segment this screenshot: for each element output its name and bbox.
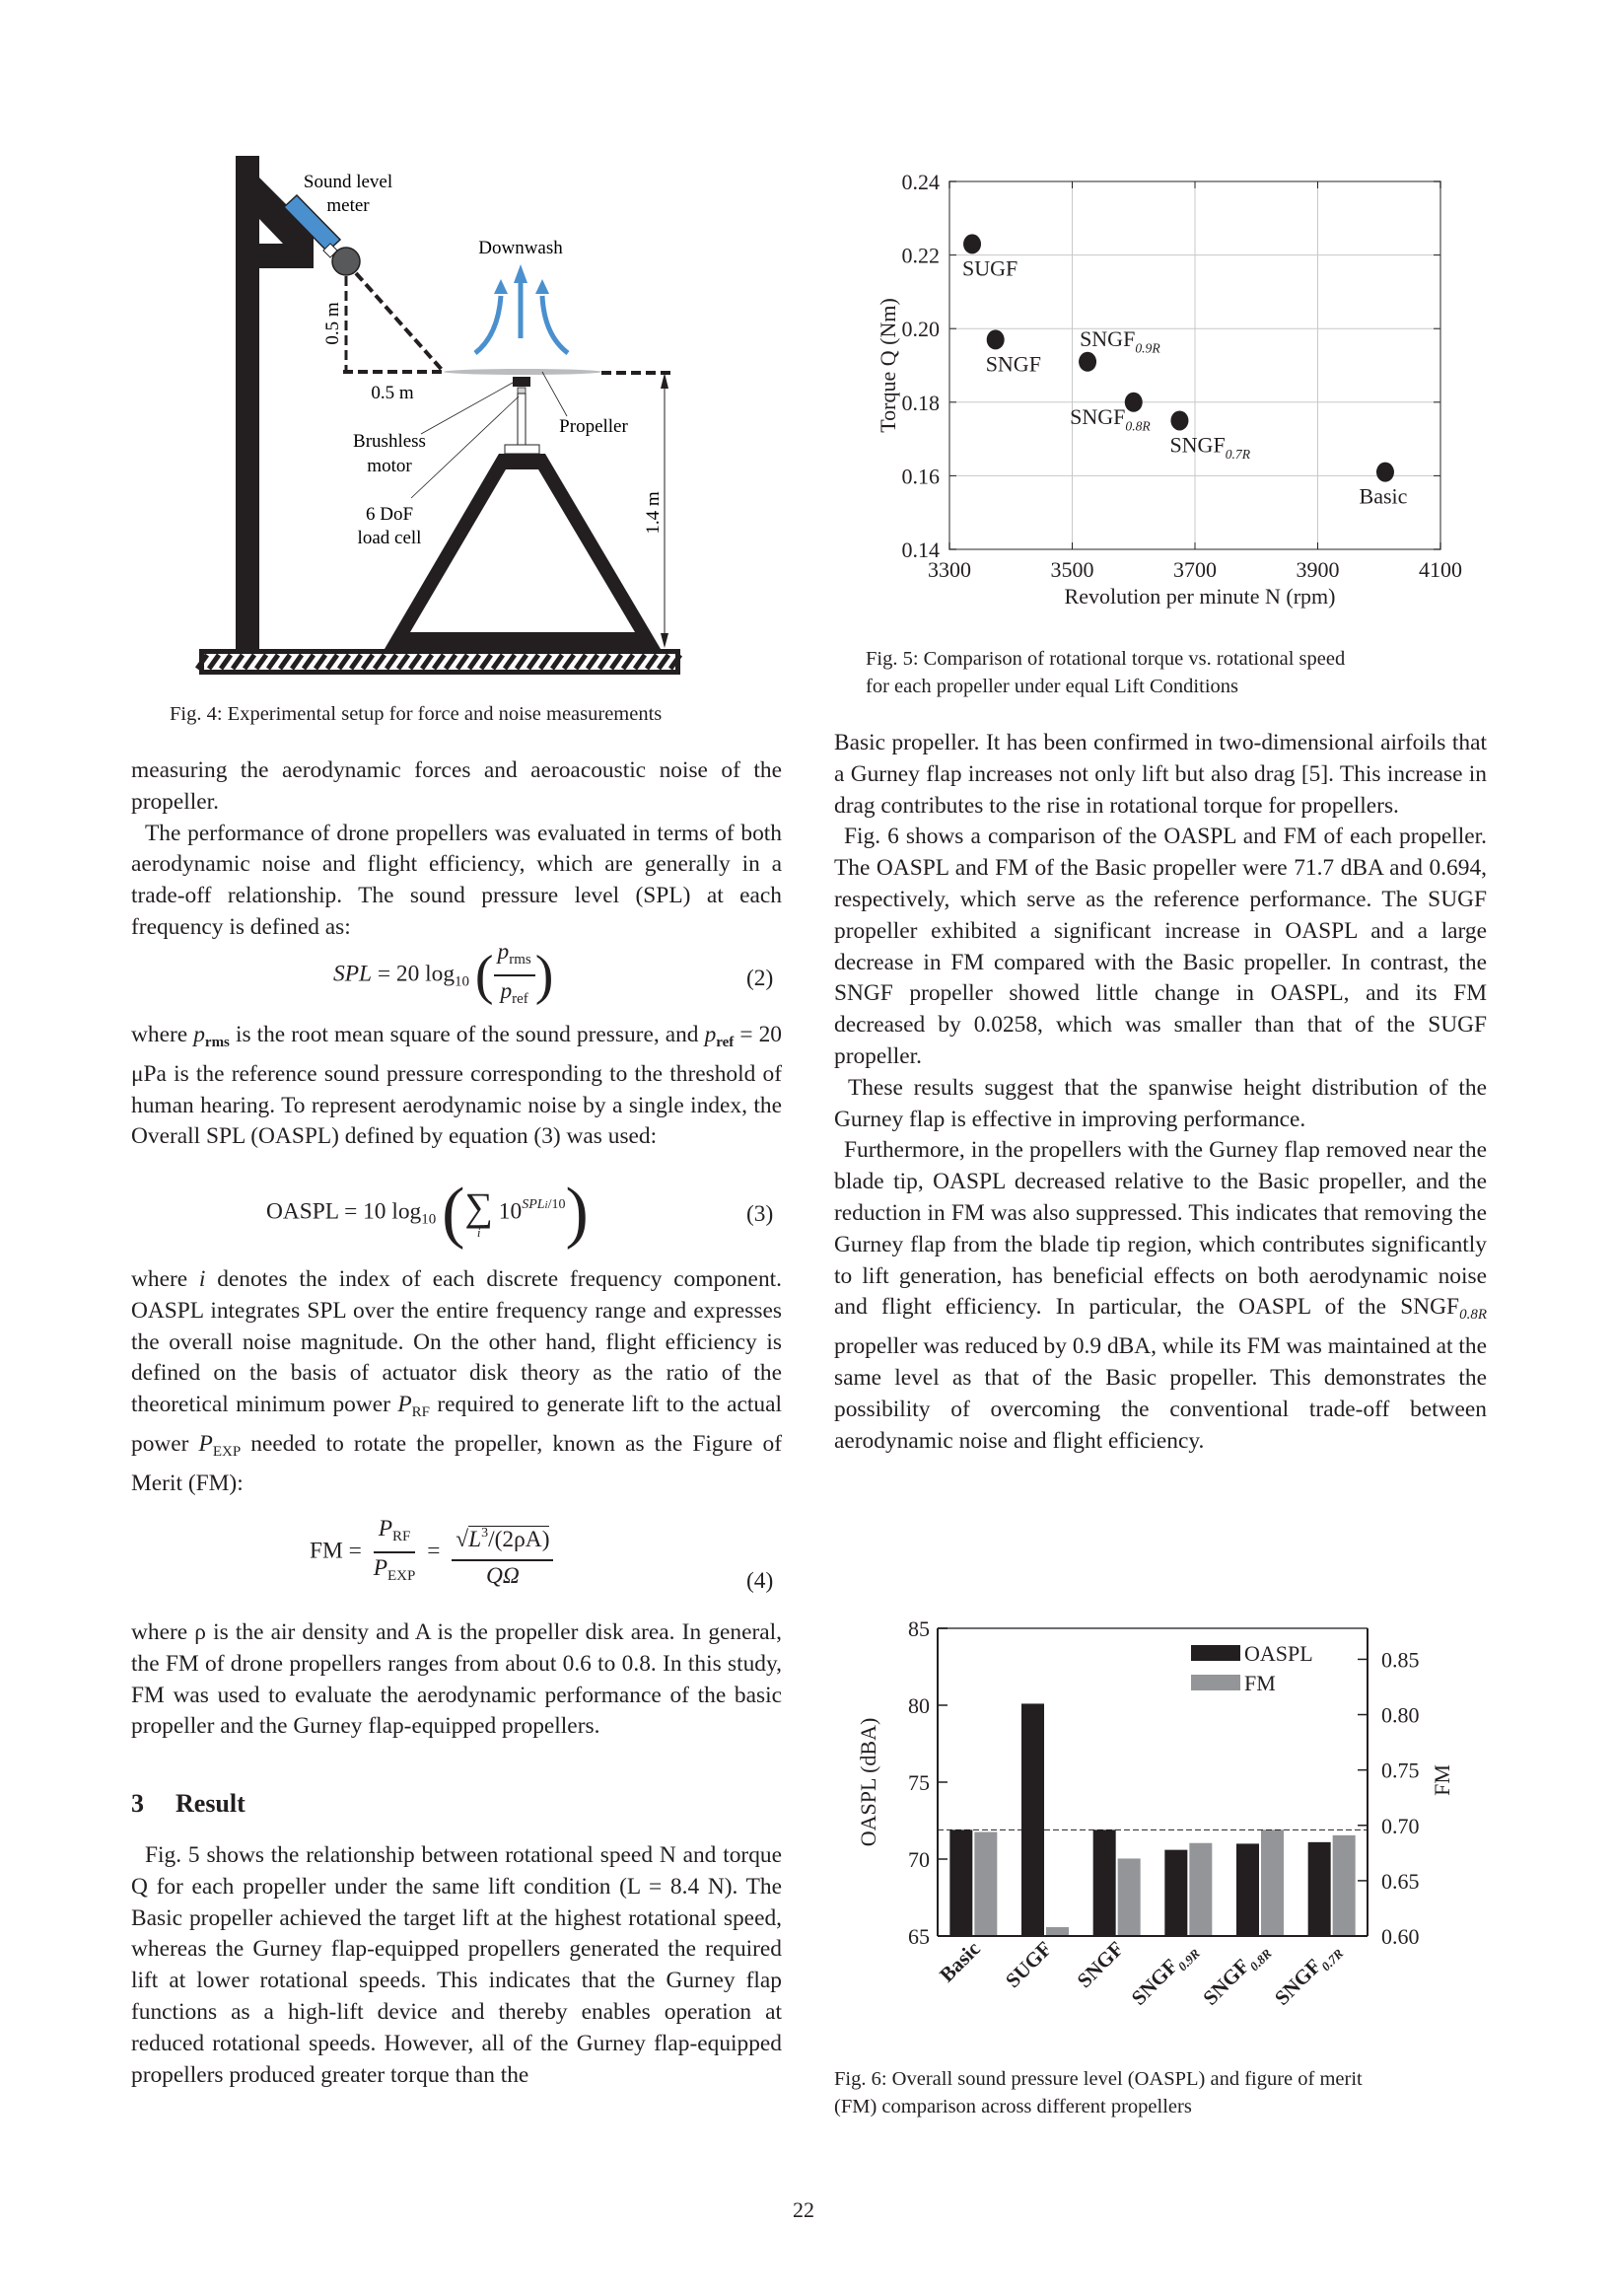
section-heading [131, 1789, 246, 1819]
y2-tick-label: 0.85 [1381, 1647, 1420, 1673]
fig5-caption [866, 645, 1497, 700]
load-cell-shaft [518, 394, 526, 446]
y2-tick-label: 0.80 [1381, 1702, 1420, 1728]
bar-oaspl [1021, 1703, 1044, 1936]
data-label: $SNGF_{0.9R}$ [1126, 1945, 1203, 2010]
paragraph: measuring the aerodynamic forces and aeroacoustic noise of the propeller. [131, 757, 782, 815]
y-tick-label: 0.24 [901, 170, 940, 194]
bar-fm [974, 1832, 997, 1936]
x-axis-label: Revolution per minute N (rpm) [1064, 584, 1336, 609]
bar-fm [1189, 1843, 1212, 1936]
bar-fm [1261, 1830, 1284, 1936]
fig6-caption-line-1: Fig. 6: Overall sound pressure level (OASPL) and figure of merit [834, 2068, 1363, 2090]
x-tick-label: 4100 [1419, 557, 1462, 582]
left-column-block-2 [131, 1020, 782, 1153]
right-column-block-1 [834, 728, 1487, 1457]
downwash-arrows-icon [475, 281, 568, 353]
data-label: SNGF [1072, 1936, 1129, 1993]
label-propeller: Propeller [559, 416, 628, 437]
fig5-caption-line-1: Fig. 5: Comparison of rotational torque vs. rotational speed [866, 648, 1346, 670]
label-load-cell: load cell [357, 528, 422, 548]
paragraph: Fig. 5 shows the relationship between rotational speed N and torque Q for each propeller under the same lift condition (L = 8.4 N). The Basic propeller achieved the target lift at the highest rotational speed, whereas the Gurney flap-equipped propellers generated the required lift at lower rotational speeds. This indicates that the Gurney flap functions as a high-lift device and thereby enables operation at reduced rotational speeds. However, all of the Gurney flap-equipped propellers produced greater torque than the [131, 1842, 782, 2088]
paragraph: where i denotes the index of each discrete frequency component. OASPL integrates SPL over the entire frequency range and expresses the overall noise magnitude. On the other hand, flight efficiency is defined on the basis of actuator disk theory as the ratio of the theoretical minimum power $P_{RF}$ required to generate lift to the actual power $P_{EXP}$ needed to rotate the propeller, known as the Figure of Merit (FM): [131, 1266, 782, 1496]
data-point [1125, 393, 1143, 412]
fig6-caption [834, 2065, 1495, 2120]
paragraph: Furthermore, in the propellers with the Gurney flap removed near the blade tip, OASPL decreased relative to the Basic propeller, and the reduction in FM was also suppressed. This indicates that removing the Gurney flap from the blade tip region, which contributes significantly to lift generation, has beneficial effects on both aerodynamic noise and flight efficiency. In particular, the OASPL of the $SNGF_{0.8R}$ propeller was reduced by 0.9 dBA, while its FM was maintained at the same level as that of the Basic propeller. This demonstrates the possibility of overcoming the conventional trade-off between aerodynamic noise and flight efficiency. [834, 1137, 1487, 1454]
label-6dof: 6 DoF [365, 504, 414, 525]
legend-swatch [1191, 1645, 1240, 1661]
x-tick-label: 3700 [1173, 557, 1217, 582]
y2-tick-label: 0.65 [1381, 1868, 1420, 1894]
support-pole [236, 156, 259, 669]
fig6-bar-chart [848, 1608, 1499, 2042]
y-tick-label: 85 [908, 1616, 930, 1641]
x-tick-label: 3900 [1296, 557, 1340, 582]
left-column-block-3 [131, 1264, 782, 1500]
legend-label: FM [1244, 1671, 1276, 1695]
equation-2-number: (2) [746, 966, 774, 991]
label-downwash: Downwash [478, 238, 563, 258]
fig6-caption-line-2: (FM) comparison across different propellers [834, 2096, 1192, 2117]
y-tick-label: 0.14 [901, 538, 940, 562]
data-label: SUGF [1000, 1936, 1057, 1993]
diagonal-dashed-line [356, 273, 444, 372]
floor-hatch [197, 649, 680, 675]
fig4-setup-diagram [187, 148, 739, 681]
propeller-disk [444, 369, 601, 375]
y-axis-label: OASPL (dBA) [856, 1717, 880, 1847]
data-label: Basic [1359, 483, 1408, 509]
y-tick-label: 0.18 [901, 390, 940, 415]
fig4-caption: Fig. 4: Experimental setup for force and noise measurements [170, 703, 663, 725]
fig5-scatter-chart [848, 158, 1499, 631]
bar-oaspl [1093, 1830, 1116, 1936]
data-label: $SNGF_{0.8R}$ [1198, 1945, 1275, 2010]
label-height: 1.4 m [643, 491, 664, 535]
bar-fm [1118, 1858, 1141, 1936]
left-column-block-1 [131, 755, 782, 944]
brushless-motor [513, 377, 530, 387]
label-motor: motor [367, 456, 412, 476]
paragraph: where ρ is the air density and A is the propeller disk area. In general, the FM of drone propellers ranges from about 0.6 to 0.8. In this study, FM was used to evaluate the aerodynamic performance of the basic propeller and the Gurney flap-equipped propellers. [131, 1619, 782, 1740]
plot-area [938, 1628, 1368, 1936]
y-tick-label: 65 [908, 1924, 930, 1949]
data-label: $SNGF_{0.7R}$ [1169, 432, 1251, 463]
y-tick-label: 70 [908, 1847, 930, 1872]
y-tick-label: 75 [908, 1770, 930, 1795]
y2-tick-label: 0.75 [1381, 1758, 1420, 1783]
bar-fm [1046, 1927, 1069, 1936]
data-point [1079, 352, 1096, 372]
paragraph: These results suggest that the spanwise height distribution of the Gurney flap is effective in improving performance. [834, 1074, 1487, 1132]
paragraph: Fig. 6 shows a comparison of the OASPL and FM of each propeller. The OASPL and FM of the Basic propeller were 71.7 dBA and 0.694, respectively, which serve as the reference performance. The SUGF propeller exhibited a significant increase in OASPL and a large decrease in FM compared with the Basic propeller. In contrast, the SNGF propeller showed little change in OASPL, and its FM decreased by 0.0258, which was smaller than that of the SUGF propeller. [834, 824, 1487, 1069]
equation-4: FM = $\frac{P_{RF}}{P_{EXP}}$ = $\frac{√L^3/(2\rho A)}{Q\Omega}$ [310, 1514, 553, 1591]
paragraph: Basic propeller. It has been confirmed in two-dimensional airfoils that a Gurney flap increases not only lift but also drag [5]. This increase in drag contributes to the rise in rotational torque for propellers. [834, 730, 1487, 819]
data-label: $SNGF_{0.9R}$ [1080, 325, 1160, 356]
y2-axis-label: FM [1430, 1764, 1454, 1796]
label-meter: meter [326, 195, 370, 216]
data-label: $SNGF_{0.7R}$ [1269, 1945, 1347, 2010]
section-title: Result [175, 1789, 246, 1818]
data-label: $SNGF_{0.8R}$ [1070, 403, 1151, 434]
page-number: 22 [793, 2197, 814, 2222]
bar-oaspl [1308, 1842, 1331, 1936]
left-column-block-5 [131, 1840, 782, 2091]
section-number: 3 [131, 1789, 144, 1818]
bar-oaspl [949, 1830, 972, 1936]
y-tick-label: 80 [908, 1693, 930, 1718]
y-tick-label: 0.16 [901, 464, 940, 489]
y-axis-label: Torque Q (Nm) [876, 298, 900, 433]
data-point [1170, 410, 1188, 430]
equation-4-number: (4) [746, 1568, 774, 1594]
label-brushless: Brushless [353, 431, 426, 452]
left-column-block-4 [131, 1617, 782, 1743]
data-point [963, 234, 981, 253]
bar-oaspl [1164, 1850, 1187, 1936]
label-horizontal-distance: 0.5 m [371, 383, 414, 403]
data-label: SNGF [985, 351, 1041, 377]
fig5-caption-line-2: for each propeller under equal Lift Conditions [866, 676, 1238, 697]
equation-3-number: (3) [746, 1201, 774, 1227]
data-point [987, 329, 1005, 349]
bar-oaspl [1236, 1843, 1259, 1936]
paragraph: The performance of drone propellers was evaluated in terms of both aerodynamic noise and flight efficiency, which are generally in a trade-off relationship. The sound pressure level (SPL) at each frequency is defined as: [131, 820, 782, 940]
legend-swatch [1191, 1675, 1240, 1690]
data-point [1376, 463, 1394, 482]
data-label: SUGF [962, 255, 1018, 281]
equation-2: SPL = 20 $\log_{10}$ ( $\frac{p_{rms}}{p_{ref}}$ ) [333, 939, 554, 1007]
equation-3: OASPL = 10 $\log_{10}$ ( ∑ i $10^{SPLi/10}$) [266, 1175, 589, 1251]
y2-tick-label: 0.70 [1381, 1813, 1420, 1838]
data-label: Basic [935, 1936, 985, 1987]
label-sound-level: Sound level [303, 172, 393, 192]
y2-tick-label: 0.60 [1381, 1924, 1420, 1949]
y-tick-label: 0.22 [901, 243, 940, 268]
bar-fm [1333, 1835, 1356, 1936]
x-tick-label: 3500 [1050, 557, 1094, 582]
label-vertical-distance: 0.5 m [322, 302, 343, 345]
paragraph: where $p_{rms}$ is the root mean square of the sound pressure, and $p_{ref} = 20$ μPa is the reference sound pressure corresponding to the threshold of human hearing. To represent aerodynamic noise by a single index, the Overall SPL (OASPL) defined by equation (3) was used: [131, 1022, 783, 1150]
x-tick-label: 3300 [928, 557, 971, 582]
legend-label: OASPL [1244, 1641, 1313, 1666]
y-tick-label: 0.20 [901, 317, 940, 342]
